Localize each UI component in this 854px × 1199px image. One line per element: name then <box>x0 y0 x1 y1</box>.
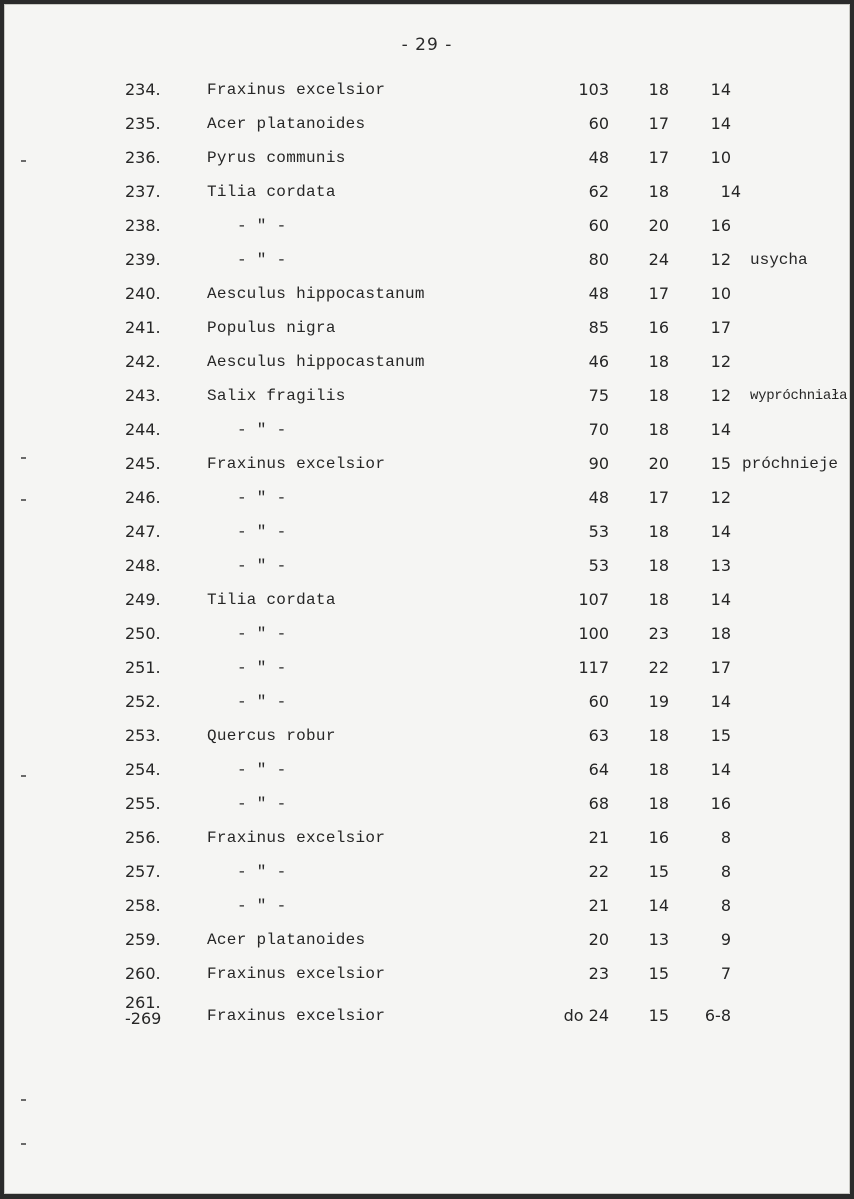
species-name: Fraxinus excelsior <box>207 455 386 473</box>
species-name: - " - <box>237 863 287 881</box>
value-circumference: 53 <box>588 522 609 541</box>
table-row <box>5 553 850 587</box>
species-name: - " - <box>237 489 287 507</box>
table-row <box>5 77 850 111</box>
species-name: Salix fragilis <box>207 387 346 405</box>
species-name: - " - <box>237 693 287 711</box>
row-number: 248. <box>125 556 161 575</box>
value-crown: 14 <box>720 182 741 201</box>
value-height: 20 <box>648 216 669 235</box>
value-height: 18 <box>648 182 669 201</box>
value-height: 17 <box>648 114 669 133</box>
row-number: 259. <box>125 930 161 949</box>
value-circumference: 53 <box>588 556 609 575</box>
species-name: Fraxinus excelsior <box>207 829 386 847</box>
species-name: Acer platanoides <box>207 115 366 133</box>
row-number: 254. <box>125 760 161 779</box>
table-row <box>5 791 850 825</box>
value-circumference: 80 <box>588 250 609 269</box>
species-name: - " - <box>237 897 287 915</box>
species-name: - " - <box>237 795 287 813</box>
page-number: - 29 - <box>401 35 453 55</box>
value-crown: 18 <box>710 624 731 643</box>
value-height: 18 <box>648 590 669 609</box>
table-row <box>5 655 850 689</box>
table-row <box>5 757 850 791</box>
value-crown: 16 <box>710 216 731 235</box>
value-circumference: 23 <box>588 964 609 983</box>
value-crown: 14 <box>710 114 731 133</box>
value-circumference: do 24 <box>563 1006 609 1025</box>
species-name: - " - <box>237 217 287 235</box>
row-note: usycha <box>750 251 808 269</box>
species-name: - " - <box>237 251 287 269</box>
table-row <box>5 587 850 621</box>
value-crown: 14 <box>710 420 731 439</box>
value-crown: 14 <box>710 590 731 609</box>
value-circumference: 48 <box>588 284 609 303</box>
value-circumference: 85 <box>588 318 609 337</box>
row-number: 258. <box>125 896 161 915</box>
row-number: 252. <box>125 692 161 711</box>
row-number: 247. <box>125 522 161 541</box>
species-name: Tilia cordata <box>207 183 336 201</box>
value-height: 18 <box>648 760 669 779</box>
table-row <box>5 145 850 179</box>
value-height: 18 <box>648 556 669 575</box>
row-number: 236. <box>125 148 161 167</box>
value-circumference: 60 <box>588 114 609 133</box>
value-crown: 14 <box>710 692 731 711</box>
value-height: 18 <box>648 726 669 745</box>
document-page <box>4 4 850 1194</box>
table-row <box>5 281 850 315</box>
row-number: 241. <box>125 318 161 337</box>
species-name: Pyrus communis <box>207 149 346 167</box>
value-circumference: 48 <box>588 148 609 167</box>
species-name: Fraxinus excelsior <box>207 81 386 99</box>
value-crown: 8 <box>720 828 731 847</box>
value-height: 16 <box>648 828 669 847</box>
value-circumference: 75 <box>588 386 609 405</box>
value-circumference: 63 <box>588 726 609 745</box>
row-number: 242. <box>125 352 161 371</box>
value-height: 15 <box>648 964 669 983</box>
species-name: Fraxinus excelsior <box>207 965 386 983</box>
row-number: 261. -269 <box>125 993 162 1028</box>
value-height: 18 <box>648 522 669 541</box>
value-crown: 6-8 <box>704 1006 731 1025</box>
value-height: 14 <box>648 896 669 915</box>
value-circumference: 107 <box>578 590 609 609</box>
species-name: - " - <box>237 557 287 575</box>
value-height: 24 <box>648 250 669 269</box>
species-name: Fraxinus excelsior <box>207 1007 386 1025</box>
value-circumference: 21 <box>588 828 609 847</box>
value-circumference: 68 <box>588 794 609 813</box>
table-row <box>5 927 850 961</box>
table-row <box>5 315 850 349</box>
value-height: 13 <box>648 930 669 949</box>
value-crown: 17 <box>710 318 731 337</box>
value-circumference: 62 <box>588 182 609 201</box>
value-circumference: 21 <box>588 896 609 915</box>
table-row <box>5 179 850 213</box>
species-name: - " - <box>237 421 287 439</box>
value-crown: 16 <box>710 794 731 813</box>
row-number: 246. <box>125 488 161 507</box>
value-height: 15 <box>648 1006 669 1025</box>
value-circumference: 100 <box>578 624 609 643</box>
species-name: Tilia cordata <box>207 591 336 609</box>
table-row <box>5 825 850 859</box>
table-row <box>5 621 850 655</box>
row-number: 243. <box>125 386 161 405</box>
value-crown: 12 <box>710 250 731 269</box>
table-row <box>5 451 850 485</box>
value-height: 18 <box>648 386 669 405</box>
row-number: 250. <box>125 624 161 643</box>
value-height: 23 <box>648 624 669 643</box>
species-name: Aesculus hippocastanum <box>207 353 425 371</box>
species-name: - " - <box>237 761 287 779</box>
value-crown: 9 <box>720 930 731 949</box>
value-circumference: 90 <box>588 454 609 473</box>
table-row <box>5 383 850 417</box>
value-circumference: 60 <box>588 692 609 711</box>
row-number: 249. <box>125 590 161 609</box>
table-row <box>5 893 850 927</box>
row-number: 245. <box>125 454 161 473</box>
row-number: 237. <box>125 182 161 201</box>
value-circumference: 103 <box>578 80 609 99</box>
species-name: - " - <box>237 625 287 643</box>
value-crown: 8 <box>720 896 731 915</box>
table-row <box>5 247 850 281</box>
value-crown: 10 <box>710 148 731 167</box>
value-crown: 17 <box>710 658 731 677</box>
value-circumference: 70 <box>588 420 609 439</box>
row-note: próchnieje <box>742 455 839 473</box>
value-crown: 15 <box>710 454 731 473</box>
table-row <box>5 723 850 757</box>
species-name: - " - <box>237 523 287 541</box>
table-row <box>5 213 850 247</box>
table-row <box>5 417 850 451</box>
value-crown: 10 <box>710 284 731 303</box>
row-number: 256. <box>125 828 161 847</box>
value-crown: 14 <box>710 80 731 99</box>
species-name: Acer platanoides <box>207 931 366 949</box>
row-number: 257. <box>125 862 161 881</box>
value-circumference: 48 <box>588 488 609 507</box>
value-height: 20 <box>648 454 669 473</box>
value-circumference: 20 <box>588 930 609 949</box>
row-number: 251. <box>125 658 161 677</box>
value-height: 22 <box>648 658 669 677</box>
value-height: 17 <box>648 284 669 303</box>
row-number: 255. <box>125 794 161 813</box>
value-circumference: 22 <box>588 862 609 881</box>
value-crown: 12 <box>710 386 731 405</box>
value-circumference: 60 <box>588 216 609 235</box>
table-row <box>5 111 850 145</box>
value-height: 18 <box>648 80 669 99</box>
species-name: Populus nigra <box>207 319 336 337</box>
value-crown: 14 <box>710 522 731 541</box>
table-row <box>5 995 850 1039</box>
value-height: 19 <box>648 692 669 711</box>
table-row <box>5 859 850 893</box>
value-circumference: 64 <box>588 760 609 779</box>
row-number: 235. <box>125 114 161 133</box>
row-number: 253. <box>125 726 161 745</box>
margin-mark <box>21 1099 26 1101</box>
value-crown: 14 <box>710 760 731 779</box>
value-crown: 12 <box>710 488 731 507</box>
row-number: 240. <box>125 284 161 303</box>
value-crown: 8 <box>720 862 731 881</box>
value-crown: 12 <box>710 352 731 371</box>
tree-inventory-table <box>5 77 850 1039</box>
value-height: 18 <box>648 794 669 813</box>
value-height: 17 <box>648 148 669 167</box>
value-height: 16 <box>648 318 669 337</box>
value-crown: 7 <box>720 964 731 983</box>
table-row <box>5 689 850 723</box>
value-height: 18 <box>648 352 669 371</box>
value-crown: 15 <box>710 726 731 745</box>
value-height: 18 <box>648 420 669 439</box>
margin-mark <box>21 1143 26 1145</box>
value-height: 17 <box>648 488 669 507</box>
row-number: 238. <box>125 216 161 235</box>
row-number: 260. <box>125 964 161 983</box>
value-crown: 13 <box>710 556 731 575</box>
species-name: Aesculus hippocastanum <box>207 285 425 303</box>
species-name: - " - <box>237 659 287 677</box>
row-number: 239. <box>125 250 161 269</box>
row-number: 234. <box>125 80 161 99</box>
table-row <box>5 485 850 519</box>
value-height: 15 <box>648 862 669 881</box>
species-name: Quercus robur <box>207 727 336 745</box>
table-row <box>5 519 850 553</box>
value-circumference: 117 <box>578 658 609 677</box>
table-row <box>5 961 850 995</box>
value-circumference: 46 <box>588 352 609 371</box>
row-number: 244. <box>125 420 161 439</box>
row-note: wypróchniała <box>750 388 848 404</box>
table-row <box>5 349 850 383</box>
